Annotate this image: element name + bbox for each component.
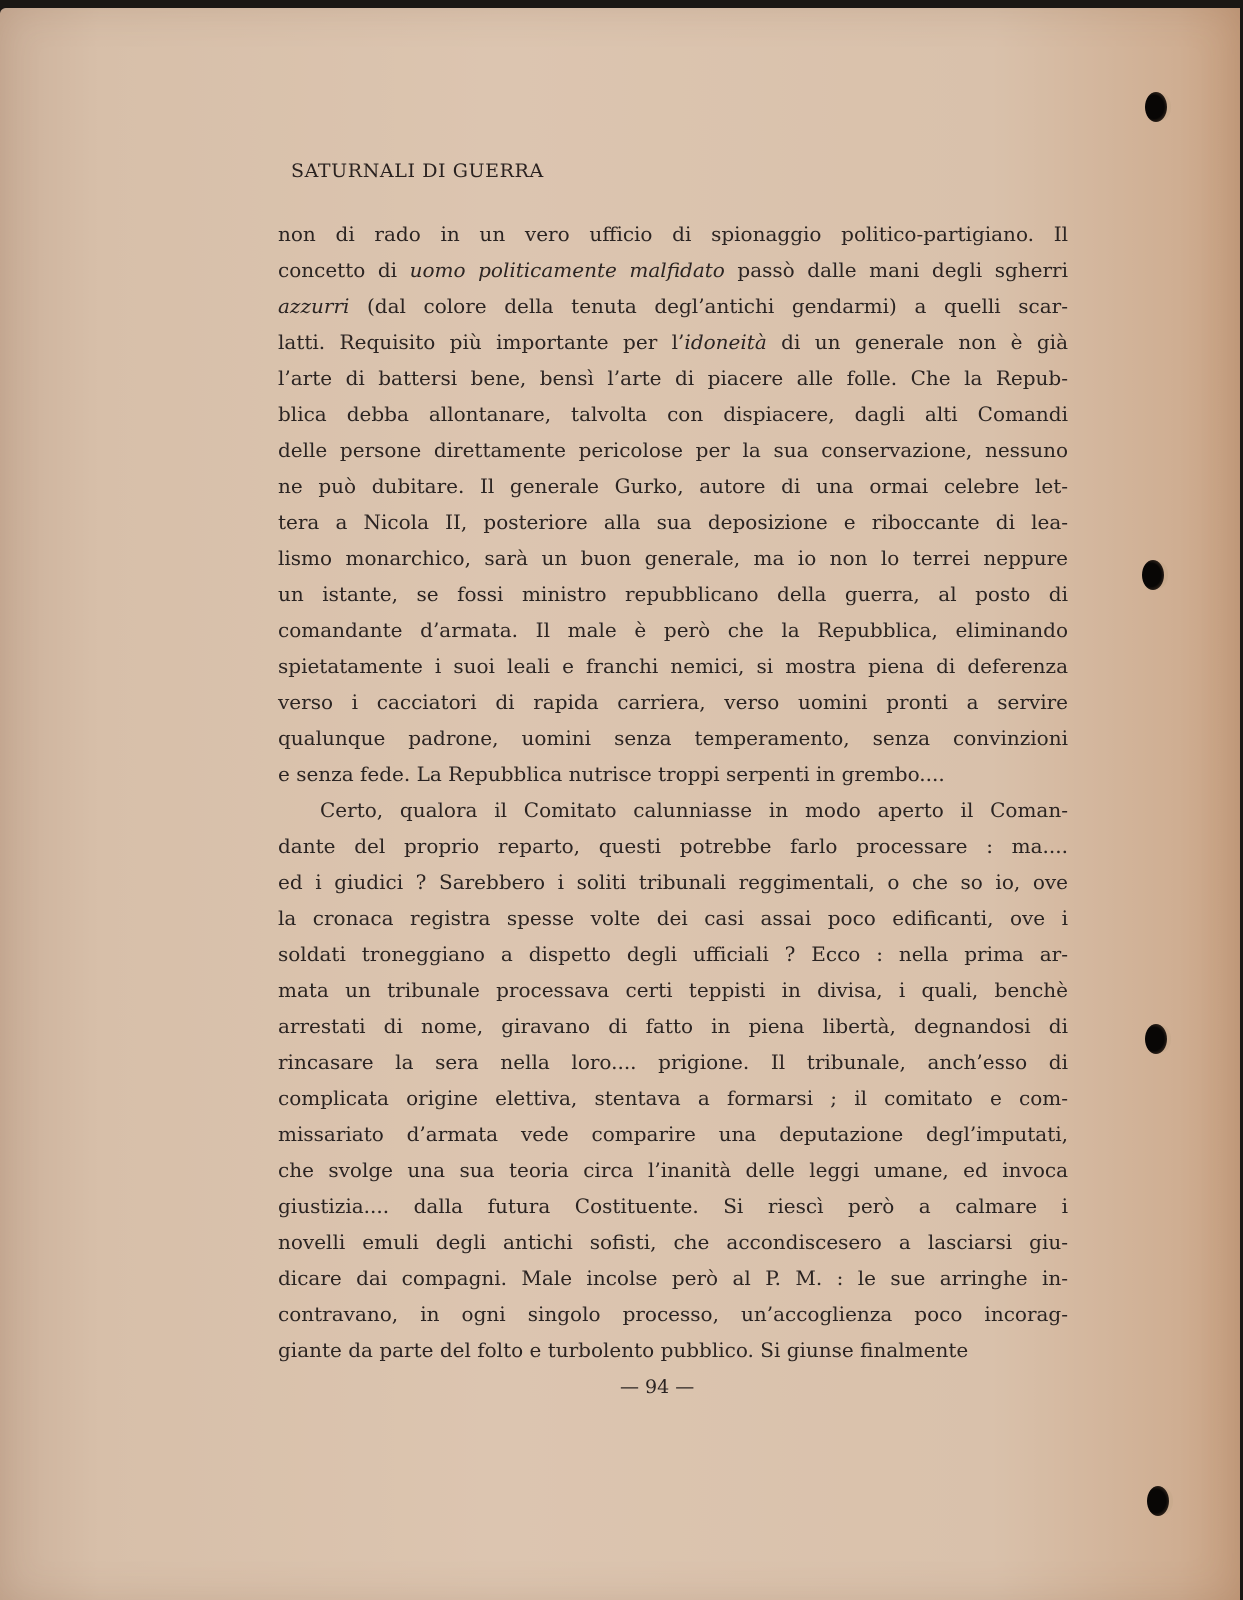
text-segment: giante da parte del folto e turbolento pubblico. Si giunse finalmente	[278, 1338, 969, 1362]
text-line	[278, 324, 1068, 360]
binder-hole	[1142, 560, 1164, 590]
text-line	[278, 252, 1068, 288]
text-line	[278, 576, 1068, 612]
text-segment: rincasare la sera nella loro.... prigione. Il tribunale, anch’esso di	[278, 1050, 1068, 1074]
text-line	[278, 540, 1068, 576]
text-segment: (dal colore della tenuta degl’antichi gendarmi) a quelli scar-	[349, 294, 1068, 318]
running-head: SATURNALI DI GUERRA	[291, 160, 544, 182]
text-line	[278, 1008, 1068, 1044]
binder-hole	[1145, 92, 1167, 122]
text-segment: blica debba allontanare, talvolta con dispiacere, dagli alti Comandi	[278, 402, 1068, 426]
text-line	[278, 1116, 1068, 1152]
text-segment: un istante, se fossi ministro repubblicano della guerra, al posto di	[278, 582, 1068, 606]
text-segment: dante del proprio reparto, questi potrebbe farlo processare : ma....	[278, 834, 1068, 858]
text-line	[278, 396, 1068, 432]
text-line	[278, 756, 1068, 792]
text-segment: latti. Requisito più importante per l’	[278, 330, 685, 354]
binder-hole	[1147, 1486, 1169, 1516]
text-line	[278, 504, 1068, 540]
italic-text: uomo politicamente malfidato	[409, 258, 725, 282]
body-text	[278, 216, 1068, 1368]
text-segment: concetto di	[278, 258, 410, 282]
binder-hole	[1145, 1024, 1167, 1054]
text-line	[278, 288, 1068, 324]
text-segment: di un generale non è già	[766, 330, 1068, 354]
text-segment: giustizia.... dalla futura Costituente. Si riescì però a calmare i	[278, 1194, 1068, 1218]
text-line	[278, 900, 1068, 936]
page-number: — 94 —	[620, 1376, 695, 1398]
text-segment: l’arte di battersi bene, bensì l’arte di piacere alle folle. Che la Repub-	[278, 366, 1068, 390]
text-line	[278, 648, 1068, 684]
text-line	[278, 468, 1068, 504]
text-segment: comandante d’armata. Il male è però che la Repubblica, eliminando	[278, 618, 1068, 642]
text-line	[278, 828, 1068, 864]
text-segment: tera a Nicola II, posteriore alla sua deposizione e riboccante di lea-	[278, 510, 1068, 534]
italic-text: idoneità	[684, 330, 767, 354]
text-segment: complicata origine elettiva, stentava a formarsi ; il comitato e com-	[278, 1086, 1068, 1110]
text-line	[278, 1188, 1068, 1224]
text-segment: novelli emuli degli antichi sofisti, che accondiscesero a lasciarsi giu-	[278, 1230, 1068, 1254]
text-line	[278, 792, 1068, 828]
text-line	[278, 720, 1068, 756]
text-segment: soldati troneggiano a dispetto degli ufficiali ? Ecco : nella prima ar-	[278, 942, 1068, 966]
text-segment: mata un tribunale processava certi teppisti in divisa, i quali, benchè	[278, 978, 1068, 1002]
text-segment: dicare dai compagni. Male incolse però al P. M. : le sue arringhe in-	[278, 1266, 1068, 1290]
text-line	[278, 1332, 1068, 1368]
text-line	[278, 1296, 1068, 1332]
text-segment: qualunque padrone, uomini senza temperamento, senza convinzioni	[278, 726, 1068, 750]
text-line	[278, 216, 1068, 252]
text-line	[278, 1080, 1068, 1116]
text-segment: che svolge una sua teoria circa l’inanità delle leggi umane, ed invoca	[278, 1158, 1068, 1182]
paragraph	[278, 216, 1068, 792]
text-segment: missariato d’armata vede comparire una deputazione degl’imputati,	[278, 1122, 1068, 1146]
text-segment: lismo monarchico, sarà un buon generale, ma io non lo terrei neppure	[278, 546, 1068, 570]
text-segment: non di rado in un vero ufficio di spionaggio politico-partigiano. Il	[278, 222, 1068, 246]
text-line	[278, 936, 1068, 972]
text-line	[278, 684, 1068, 720]
text-segment: e senza fede. La Repubblica nutrisce troppi serpenti in grembo....	[278, 762, 945, 786]
text-line	[278, 1260, 1068, 1296]
text-segment: passò dalle mani degli sgherri	[724, 258, 1068, 282]
text-line	[278, 1152, 1068, 1188]
text-segment: contravano, in ogni singolo processo, un’accoglienza poco incorag-	[278, 1302, 1068, 1326]
paragraph	[278, 792, 1068, 1368]
italic-text: azzurri	[278, 294, 350, 318]
text-line	[278, 1224, 1068, 1260]
text-line	[278, 432, 1068, 468]
text-line	[278, 972, 1068, 1008]
text-line	[278, 360, 1068, 396]
text-segment: ed i giudici ? Sarebbero i soliti tribunali reggimentali, o che so io, ove	[278, 870, 1068, 894]
text-line	[278, 1044, 1068, 1080]
text-segment: ne può dubitare. Il generale Gurko, autore di una ormai celebre let-	[278, 474, 1068, 498]
text-line	[278, 612, 1068, 648]
text-segment: arrestati di nome, giravano di fatto in piena libertà, degnandosi di	[278, 1014, 1068, 1038]
text-segment: verso i cacciatori di rapida carriera, verso uomini pronti a servire	[278, 690, 1068, 714]
text-segment: Certo, qualora il Comitato calunniasse in modo aperto il Coman-	[320, 798, 1068, 822]
text-line	[278, 864, 1068, 900]
text-segment: delle persone direttamente pericolose per la sua conservazione, nessuno	[278, 438, 1068, 462]
text-segment: spietatamente i suoi leali e franchi nemici, si mostra piena di deferenza	[278, 654, 1068, 678]
text-segment: la cronaca registra spesse volte dei casi assai poco edificanti, ove i	[278, 906, 1068, 930]
document-page	[0, 8, 1240, 1600]
